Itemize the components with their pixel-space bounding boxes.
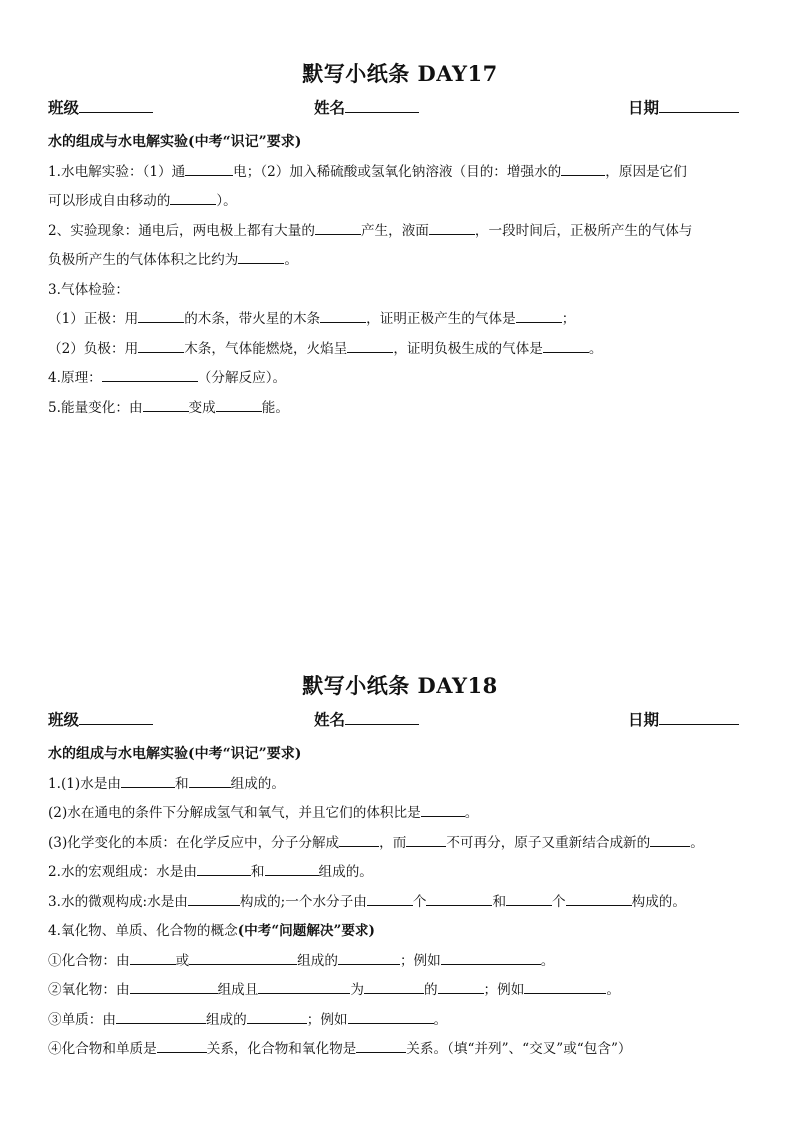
date-field: 日期 xyxy=(628,96,739,118)
question-line: 负极所产生的气体体积之比约为 。 xyxy=(48,246,758,276)
fill-blank[interactable] xyxy=(185,160,233,176)
fill-blank[interactable] xyxy=(258,978,350,994)
worksheet-title: 默写小纸条 DAY17 xyxy=(302,61,498,86)
name-field: 姓名 xyxy=(314,96,419,118)
fill-blank[interactable] xyxy=(339,831,379,847)
fill-blank[interactable] xyxy=(238,248,284,264)
fill-blank[interactable] xyxy=(338,949,400,965)
section-heading: 水的组成与水电解实验(中考“识记”要求) xyxy=(48,746,302,762)
student-info-row xyxy=(48,708,748,732)
fill-blank[interactable] xyxy=(197,860,251,876)
fill-blank[interactable] xyxy=(441,949,541,965)
question-line: 1.(1)水是由 和 组成的。 xyxy=(48,770,758,800)
question-line: ①化合物：由 或 组成的 ；例如 。 xyxy=(48,947,758,977)
fill-blank[interactable] xyxy=(170,189,216,205)
fill-blank[interactable] xyxy=(650,831,690,847)
fill-blank[interactable] xyxy=(121,772,175,788)
fill-blank[interactable] xyxy=(421,801,465,817)
question-line: 2.水的宏观组成：水是由 和 组成的。 xyxy=(48,858,758,888)
name-blank[interactable] xyxy=(345,708,419,725)
question-line: ④化合物和单质是 关系，化合物和氧化物是 关系。（填“并列”、“交叉”或“包含”） xyxy=(48,1035,758,1065)
section-heading: 水的组成与水电解实验(中考“识记”要求) xyxy=(48,134,302,150)
fill-blank[interactable] xyxy=(356,1037,406,1053)
fill-blank[interactable] xyxy=(364,978,424,994)
fill-blank[interactable] xyxy=(426,890,492,906)
date-field: 日期 xyxy=(628,708,739,730)
fill-blank[interactable] xyxy=(320,307,366,323)
name-field: 姓名 xyxy=(314,708,419,730)
question-line: 可以形成自由移动的 ）。 xyxy=(48,187,758,217)
fill-blank[interactable] xyxy=(216,396,262,412)
class-field: 班级 xyxy=(48,96,153,118)
date-blank[interactable] xyxy=(659,96,739,113)
fill-blank[interactable] xyxy=(143,396,189,412)
fill-blank[interactable] xyxy=(543,337,589,353)
fill-blank[interactable] xyxy=(347,337,393,353)
question-list xyxy=(48,740,758,1065)
question-line: 5.能量变化：由 变成 能。 xyxy=(48,394,758,424)
fill-blank[interactable] xyxy=(130,978,218,994)
question-line: (2)水在通电的条件下分解成氢气和氧气，并且它们的体积比是 。 xyxy=(48,799,758,829)
fill-blank[interactable] xyxy=(524,978,606,994)
class-blank[interactable] xyxy=(79,96,153,113)
question-line: 3.气体检验： xyxy=(48,281,129,298)
question-line: ②氧化物：由 组成且 为 的 ；例如 。 xyxy=(48,976,758,1006)
fill-blank[interactable] xyxy=(157,1037,207,1053)
fill-blank[interactable] xyxy=(189,949,297,965)
name-blank[interactable] xyxy=(345,96,419,113)
fill-blank[interactable] xyxy=(406,831,446,847)
fill-blank[interactable] xyxy=(138,337,184,353)
fill-blank[interactable] xyxy=(348,1008,434,1024)
question-line: (3)化学变化的本质：在化学反应中，分子分解成 ，而 不可再分，原子又重新结合成新的 。 xyxy=(48,829,758,859)
date-blank[interactable] xyxy=(659,708,739,725)
fill-blank[interactable] xyxy=(566,890,632,906)
fill-blank[interactable] xyxy=(429,219,475,235)
question-line: 4.原理： （分解反应）。 xyxy=(48,364,758,394)
fill-blank[interactable] xyxy=(188,890,240,906)
question-list xyxy=(48,128,758,423)
class-blank[interactable] xyxy=(79,708,153,725)
fill-blank[interactable] xyxy=(506,890,552,906)
class-field: 班级 xyxy=(48,708,153,730)
worksheet-title: 默写小纸条 DAY18 xyxy=(302,673,498,698)
fill-blank[interactable] xyxy=(265,860,319,876)
question-line: 1.水电解实验：（1）通 电；（2）加入稀硫酸或氢氧化钠溶液（目的：增强水的 ，原因是它们 xyxy=(48,158,758,188)
question-line: ③单质：由 组成的 ；例如 。 xyxy=(48,1006,758,1036)
fill-blank[interactable] xyxy=(189,772,231,788)
fill-blank[interactable] xyxy=(315,219,361,235)
fill-blank[interactable] xyxy=(138,307,184,323)
fill-blank[interactable] xyxy=(438,978,484,994)
student-info-row xyxy=(48,96,748,120)
fill-blank[interactable] xyxy=(247,1008,307,1024)
question-line: （1）正极：用 的木条，带火星的木条 ，证明正极产生的气体是 ； xyxy=(48,305,758,335)
question-line: （2）负极：用 木条，气体能燃烧，火焰呈 ，证明负极生成的气体是 。 xyxy=(48,335,758,365)
question-line: 2、实验现象：通电后，两电极上都有大量的 产生，液面 ，一段时间后，正极所产生的气体与 xyxy=(48,217,758,247)
fill-blank[interactable] xyxy=(130,949,176,965)
fill-blank[interactable] xyxy=(116,1008,206,1024)
fill-blank[interactable] xyxy=(367,890,413,906)
question-line: 4.氧化物、单质、化合物的概念(中考“问题解决”要求) xyxy=(48,923,375,939)
fill-blank[interactable] xyxy=(516,307,562,323)
fill-blank[interactable] xyxy=(102,366,198,382)
question-line: 3.水的微观构成:水是由 构成的;一个水分子由 个 和 个 构成的。 xyxy=(48,888,758,918)
fill-blank[interactable] xyxy=(561,160,605,176)
